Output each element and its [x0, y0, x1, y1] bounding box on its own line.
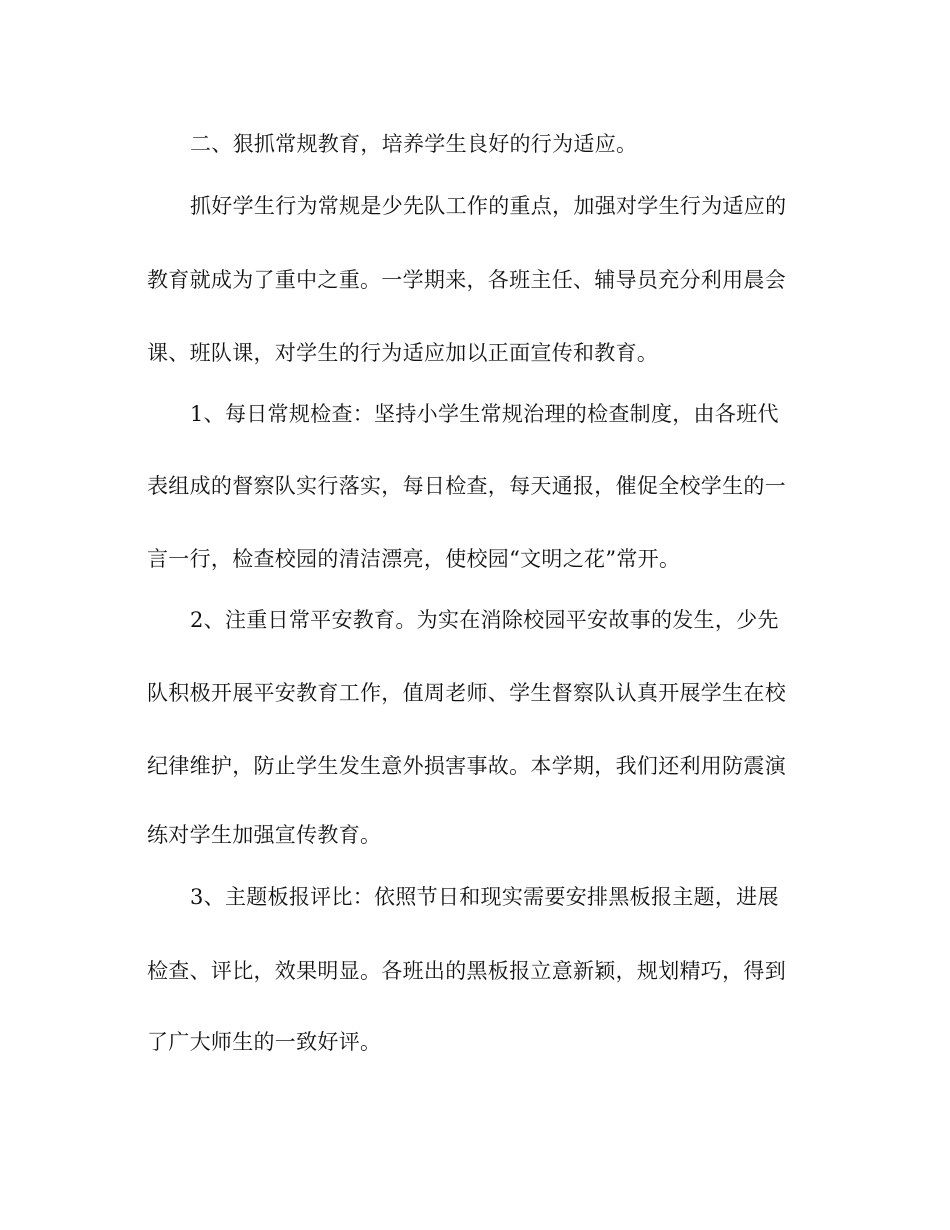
paragraph-line: 言一行，检查校园的清洁漂亮，使校园“文明之花”常开。	[147, 547, 681, 571]
paragraph-line: 3、主题板报评比：依照节日和现实需要安排黑板报主题，进展	[190, 885, 779, 909]
paragraph-line: 练对学生加强宣传教育。	[147, 823, 382, 847]
section-heading: 二、狠抓常规教育，培养学生良好的行为适应。	[190, 132, 638, 156]
paragraph-line: 2、注重日常平安教育。为实在消除校园平安故事的发生，少先	[190, 608, 779, 632]
paragraph-line: 了广大师生的一致好评。	[147, 1030, 382, 1054]
paragraph-line: 抓好学生行为常规是少先队工作的重点，加强对学生行为适应的	[190, 194, 787, 218]
paragraph-line: 纪律维护，防止学生发生意外损害事故。本学期，我们还利用防震演	[147, 754, 786, 778]
paragraph-line: 检查、评比，效果明显。各班出的黑板报立意新颖，规划精巧，得到	[147, 959, 786, 983]
paragraph-line: 表组成的督察队实行落实，每日检查，每天通报，催促全校学生的一	[147, 474, 786, 498]
paragraph-line: 队积极开展平安教育工作，值周老师、学生督察队认真开展学生在校	[147, 681, 786, 705]
paragraph-line: 1、每日常规检查：坚持小学生常规治理的检查制度，由各班代	[190, 402, 779, 426]
paragraph-line: 教育就成为了重中之重。一学期来，各班主任、辅导员充分利用晨会	[147, 268, 786, 292]
paragraph-line: 课、班队课，对学生的行为适应加以正面宣传和教育。	[147, 341, 659, 365]
